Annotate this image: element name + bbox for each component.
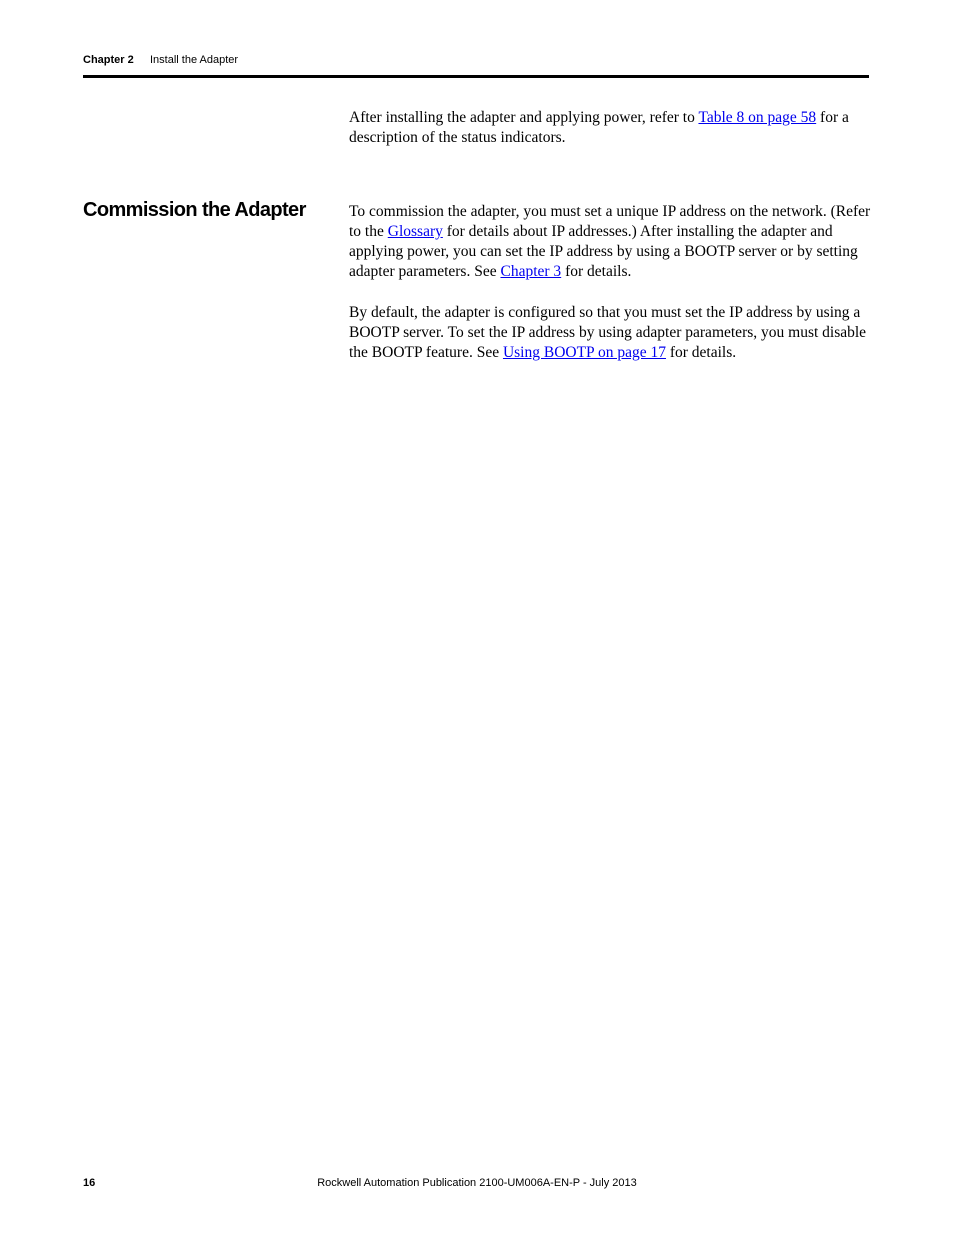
intro-text-before: After installing the adapter and applying power, refer to bbox=[349, 109, 699, 126]
intro-text-after: for a description of the status indicators. bbox=[349, 109, 849, 146]
commission-text-3: for details. bbox=[561, 263, 632, 280]
footer-page-number: 16 bbox=[83, 1177, 96, 1189]
chapter-3-link[interactable]: Chapter 3 bbox=[500, 263, 562, 280]
table-8-link[interactable]: Table 8 on page 58 bbox=[698, 109, 817, 126]
default-text-1: By default, the adapter is configured so that you must set the IP address by using a BOOTP server. To set the IP address by using adapter parameters, you must disable the BOOTP feature. See bbox=[349, 304, 867, 361]
glossary-link[interactable]: Glossary bbox=[387, 223, 443, 240]
footer-publication: Rockwell Automation Publication 2100-UM006A-EN-P - July 2013 bbox=[317, 1177, 637, 1189]
header-title: Install the Adapter bbox=[150, 54, 239, 66]
page-header bbox=[83, 53, 869, 78]
header-chapter: Chapter 2 bbox=[83, 54, 134, 66]
commission-text-2: for details about IP addresses.) After installing the adapter and applying power, you can set the IP address by using a BOOTP server or by setting adapter parameters. See bbox=[349, 223, 858, 280]
intro-paragraph bbox=[349, 108, 871, 148]
section-heading: Commission the Adapter bbox=[83, 199, 306, 221]
using-bootp-link[interactable]: Using BOOTP on page 17 bbox=[502, 344, 666, 361]
commission-paragraph bbox=[349, 202, 871, 282]
default-paragraph bbox=[349, 303, 871, 363]
default-text-2: for details. bbox=[665, 344, 737, 361]
commission-text-1: To commission the adapter, you must set a unique IP address on the network. (Refer to the bbox=[349, 203, 871, 240]
